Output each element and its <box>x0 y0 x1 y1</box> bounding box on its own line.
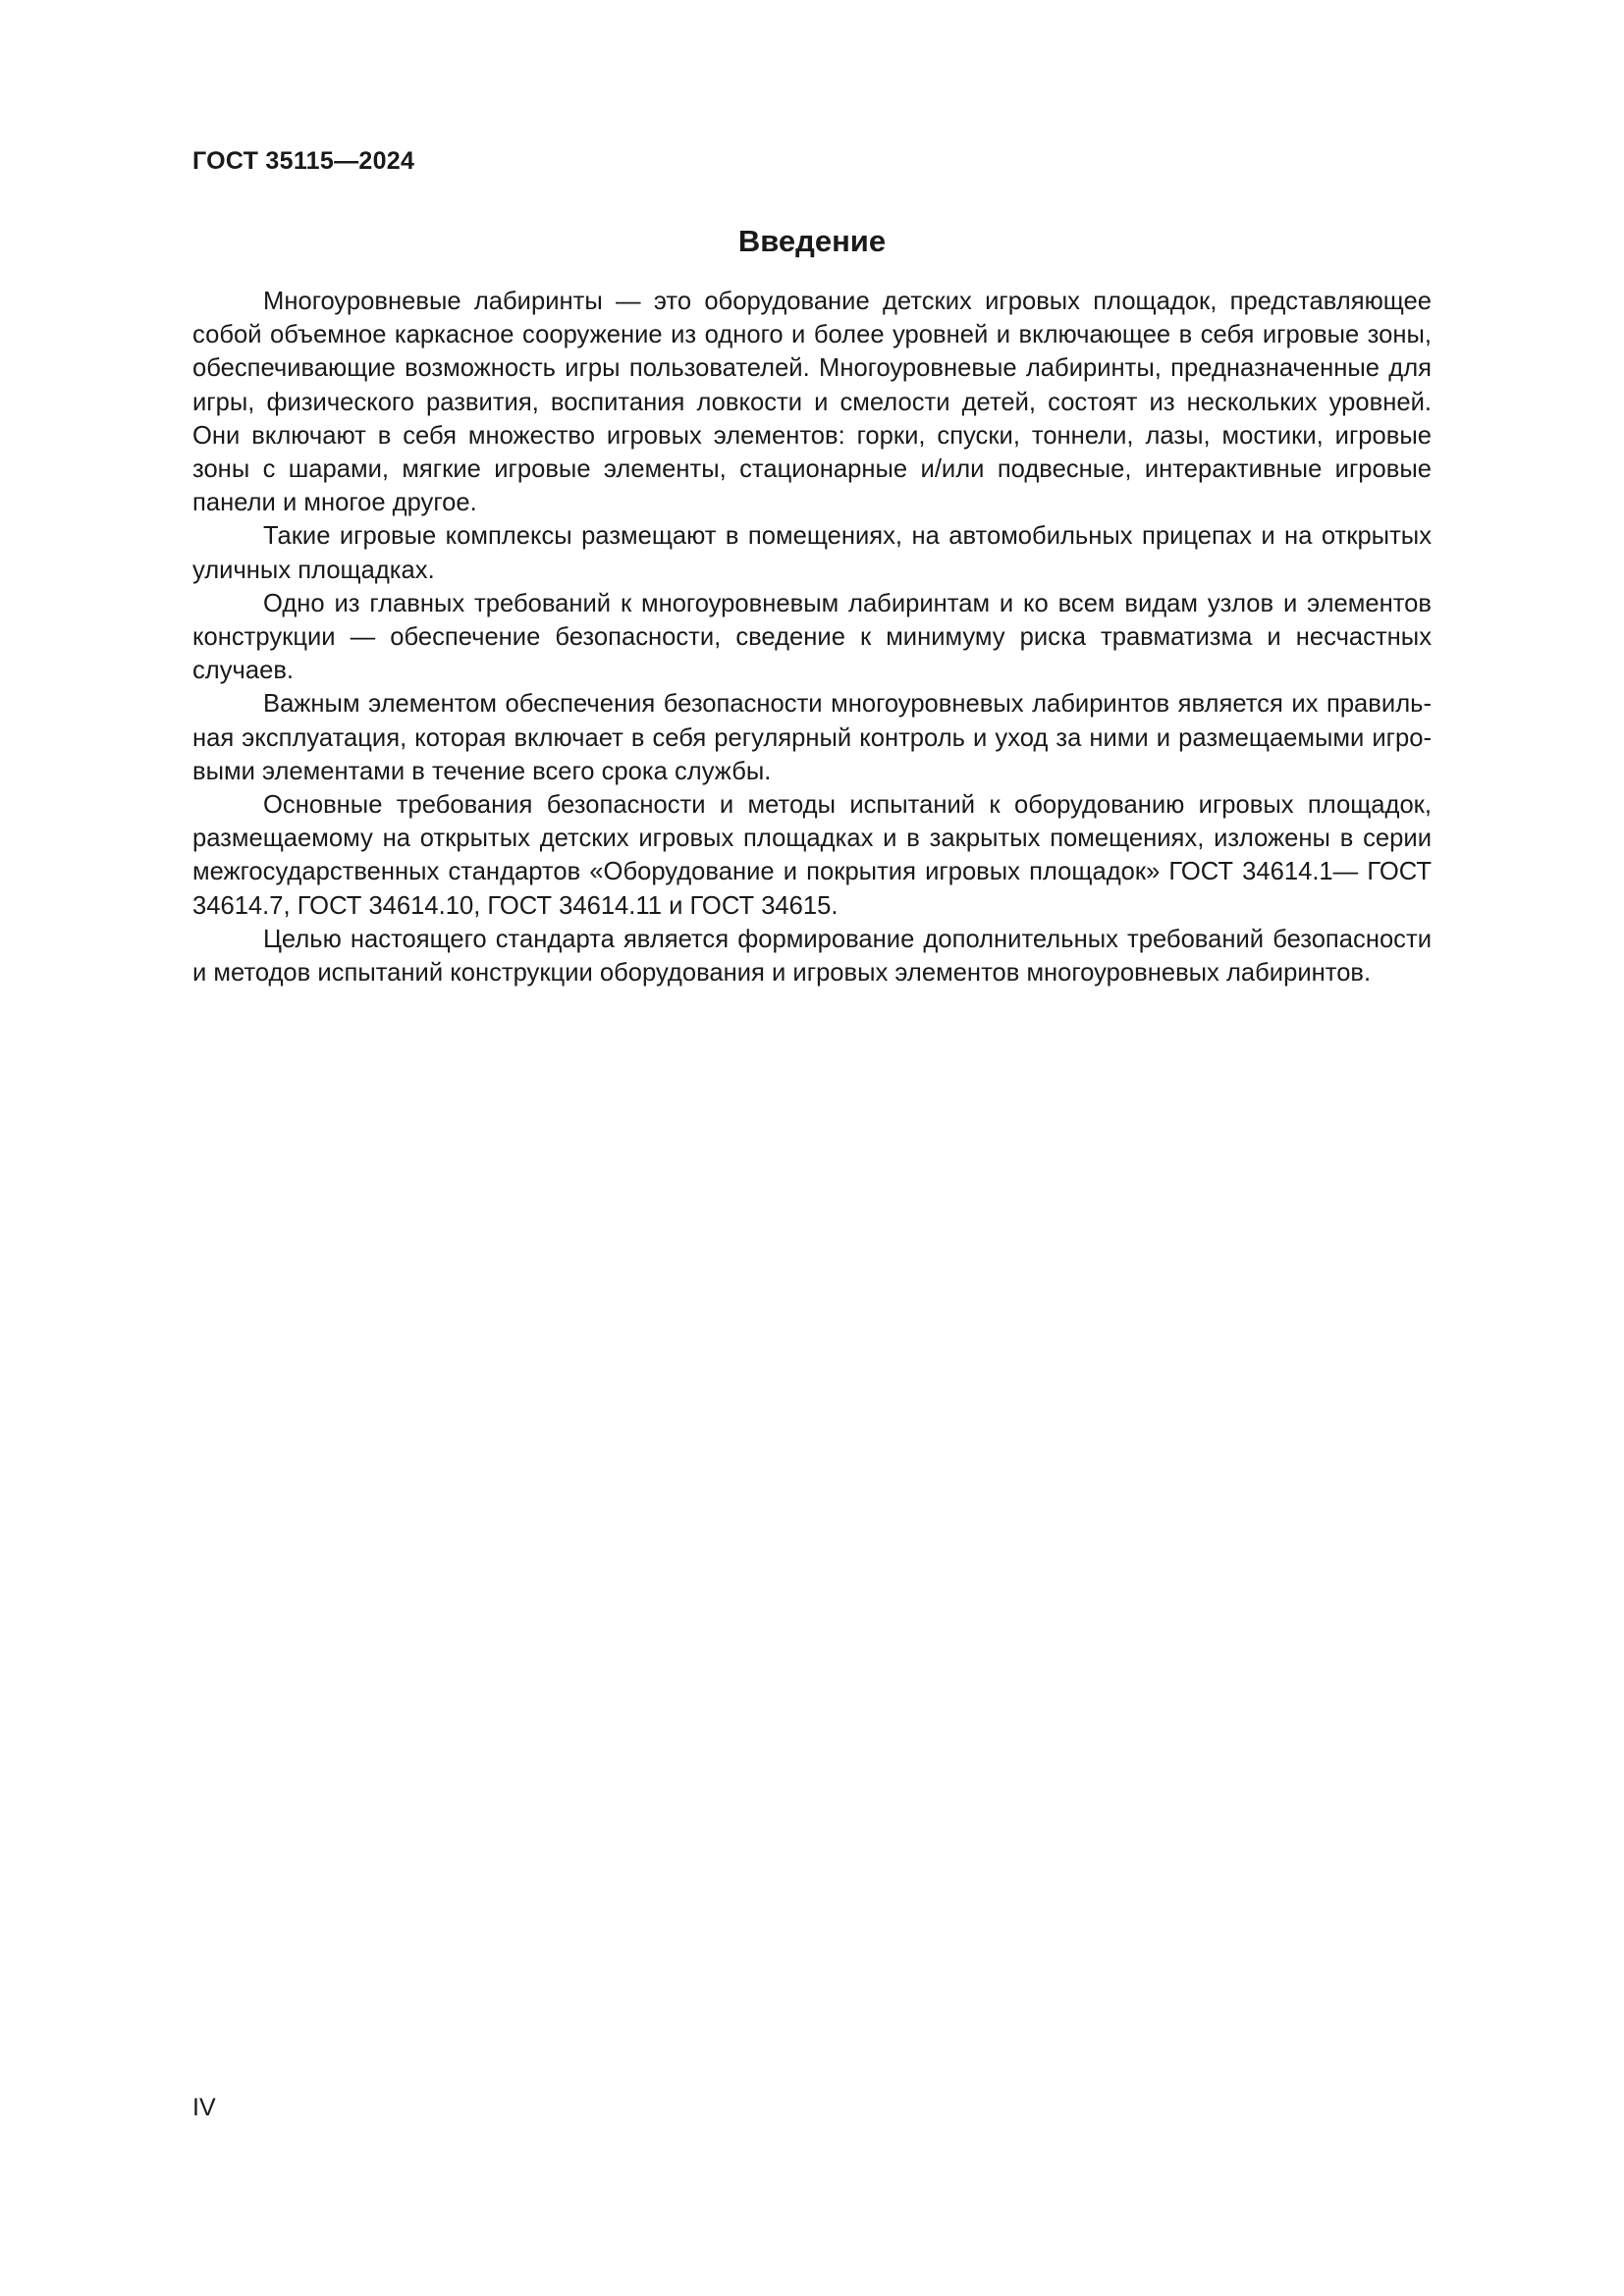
document-code-header: ГОСТ 35115—2024 <box>192 147 415 175</box>
paragraph: Целью настоящего стандарта является формирование дополнительных требований безопасности и методов испытаний конструкции оборудования и игровых элементов многоуровневых лабиринтов. <box>192 925 1432 988</box>
paragraph: Важным элементом обеспечения безопасности многоуровневых лабиринтов является их правильная эксплуатация, которая включает в себя регулярный контроль и уход за ними и размещаемыми игровыми элементами в течение всего срока службы. <box>192 690 1432 785</box>
paragraph: Многоуровневые лабиринты — это оборудование детских игровых площадок, представляющее собой объемное каркасное сооружение из одного и более уровней и включающее в себя игровые зоны, обеспечивающие возможность игры пользователей. Многоуровневые лабиринты, предназначенные для игры, физического развития, воспитания ловкости и смелости детей, состоят из нескольких уровней. Они включают в себя множество игровых элементов: горки, спуски, тоннели, лазы, мостики, игровые зоны с шарами, мягкие игровые элементы, стационарные и/или подвесные, интерактивные игровые панели и многое другое. <box>192 288 1432 517</box>
introduction-body <box>192 285 1432 989</box>
section-title: Введение <box>737 224 887 258</box>
paragraph: Такие игровые комплексы размещают в помещениях, на автомобильных прицепах и на открытых уличных площадках. <box>192 522 1432 584</box>
paragraph: Одно из главных требований к многоуровневым лабиринтам и ко всем видам узлов и элементов конструкции — обеспечение безопасности, сведение к минимуму риска травматизма и несчастных случаев. <box>192 589 1432 685</box>
paragraph: Основные требования безопасности и методы испытаний к оборудованию игровых площадок, размещаемому на открытых детских игровых площадках и в закрытых помещениях, изложены в серии межгосударственных стандартов «Оборудование и покрытия игровых площадок» ГОСТ 34614.1— ГОСТ 34614.7, ГОСТ 34614.10, ГОСТ 34614.11 и ГОСТ 34615. <box>192 791 1432 920</box>
page-number: IV <box>192 2094 216 2121</box>
